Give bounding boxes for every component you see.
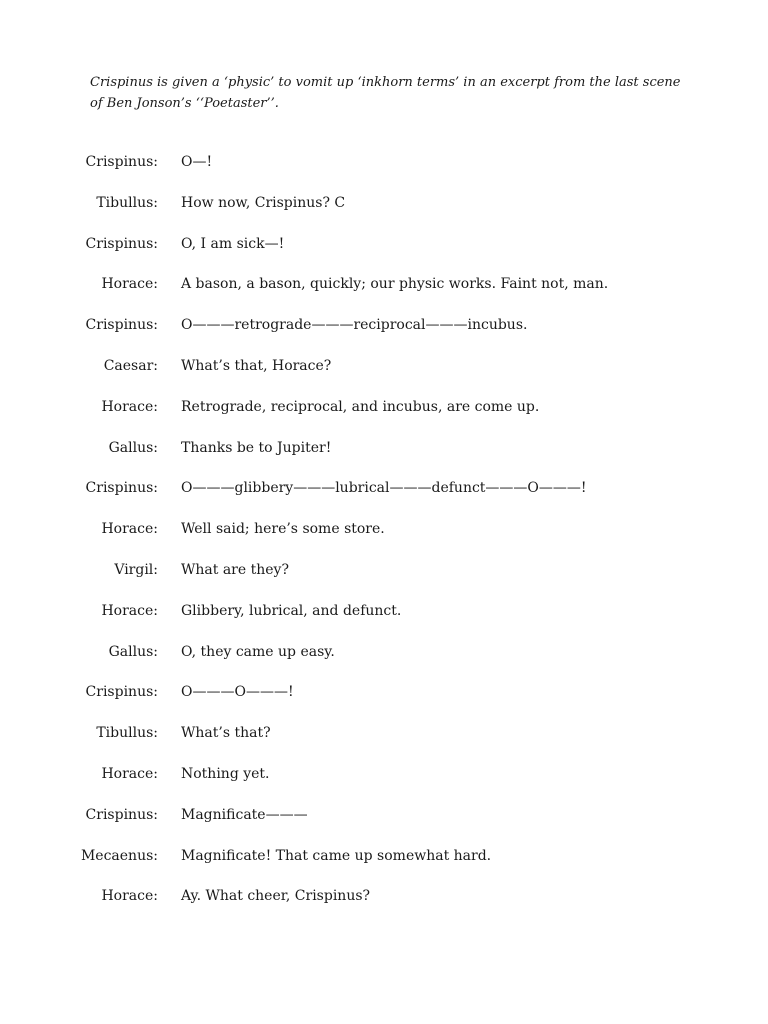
speech-text: A bason, a bason, quickly; our physic works. Faint not, man. xyxy=(181,276,609,293)
speech-text: Ay. What cheer, Crispinus? xyxy=(181,888,371,905)
speech-text: Thanks be to Jupiter! xyxy=(181,439,332,456)
dialogue-line xyxy=(0,478,768,519)
dialogue-line xyxy=(0,356,768,397)
speaker-name: Tibullus: xyxy=(96,725,158,742)
speaker-name: Caesar: xyxy=(103,357,158,374)
speaker-name: Crispinus: xyxy=(85,806,158,823)
speaker-name: Horace: xyxy=(101,765,158,782)
dialogue-line xyxy=(0,234,768,275)
speaker-name: Horace: xyxy=(101,602,158,619)
speech-text: O———retrograde———reciprocal———incubus. xyxy=(181,317,528,334)
dialogue-line xyxy=(0,438,768,479)
speech-text: What’s that? xyxy=(181,725,271,742)
dialogue-line xyxy=(0,560,768,601)
speech-text: O, they came up easy. xyxy=(181,643,335,660)
speaker-name: Horace: xyxy=(101,398,158,415)
dialogue-line xyxy=(0,846,768,887)
speaker-name: Crispinus: xyxy=(85,480,158,497)
speech-text: What are they? xyxy=(181,561,289,578)
speaker-name: Virgil: xyxy=(114,561,158,578)
speaker-name: Mecaenus: xyxy=(80,847,158,864)
dialogue-line xyxy=(0,805,768,846)
dialogue-line xyxy=(0,315,768,356)
speech-text: Glibbery, lubrical, and defunct. xyxy=(181,602,402,619)
dialogue-line xyxy=(0,152,768,193)
speaker-name: Gallus: xyxy=(108,439,158,456)
speech-text: Magnificate! That came up somewhat hard. xyxy=(181,847,492,864)
speech-text: Nothing yet. xyxy=(181,765,270,782)
speech-text: Retrograde, reciprocal, and incubus, are come up. xyxy=(181,398,540,415)
dialogue-line xyxy=(0,723,768,764)
speech-text: O———O———! xyxy=(181,684,294,701)
intro-caption: Crispinus is given a ‘physic’ to vomit up ‘inkhorn terms’ in an excerpt from the last scene of Ben Jonson’s ‘‘Poetaster’’. xyxy=(90,75,681,111)
speech-text: O———glibbery———lubrical———defunct———O———! xyxy=(181,480,587,497)
speaker-name: Crispinus: xyxy=(85,235,158,252)
dialogue-line xyxy=(0,886,768,927)
dialogue-line xyxy=(0,274,768,315)
speech-text: Well said; here’s some store. xyxy=(181,521,385,538)
dialogue-line xyxy=(0,397,768,438)
speaker-name: Horace: xyxy=(101,276,158,293)
speech-text: Magnificate——— xyxy=(181,806,308,823)
speaker-name: Crispinus: xyxy=(85,317,158,334)
dialogue-line xyxy=(0,764,768,805)
speech-text: O—! xyxy=(181,154,213,170)
speech-text: How now, Crispinus? C xyxy=(181,194,346,211)
dialogue-line xyxy=(0,642,768,683)
speaker-name: Tibullus: xyxy=(96,194,158,211)
speaker-name: Crispinus: xyxy=(85,684,158,701)
dialogue-line xyxy=(0,682,768,723)
speaker-name: Horace: xyxy=(101,888,158,905)
dialogue-list xyxy=(0,152,768,927)
dialogue-line xyxy=(0,601,768,642)
speaker-name: Horace: xyxy=(101,521,158,538)
speaker-name: Gallus: xyxy=(108,643,158,660)
speech-text: What’s that, Horace? xyxy=(181,357,332,374)
dialogue-line xyxy=(0,193,768,234)
dialogue-line xyxy=(0,519,768,560)
speaker-name: Crispinus: xyxy=(85,154,158,170)
speech-text: O, I am sick—! xyxy=(181,235,285,252)
